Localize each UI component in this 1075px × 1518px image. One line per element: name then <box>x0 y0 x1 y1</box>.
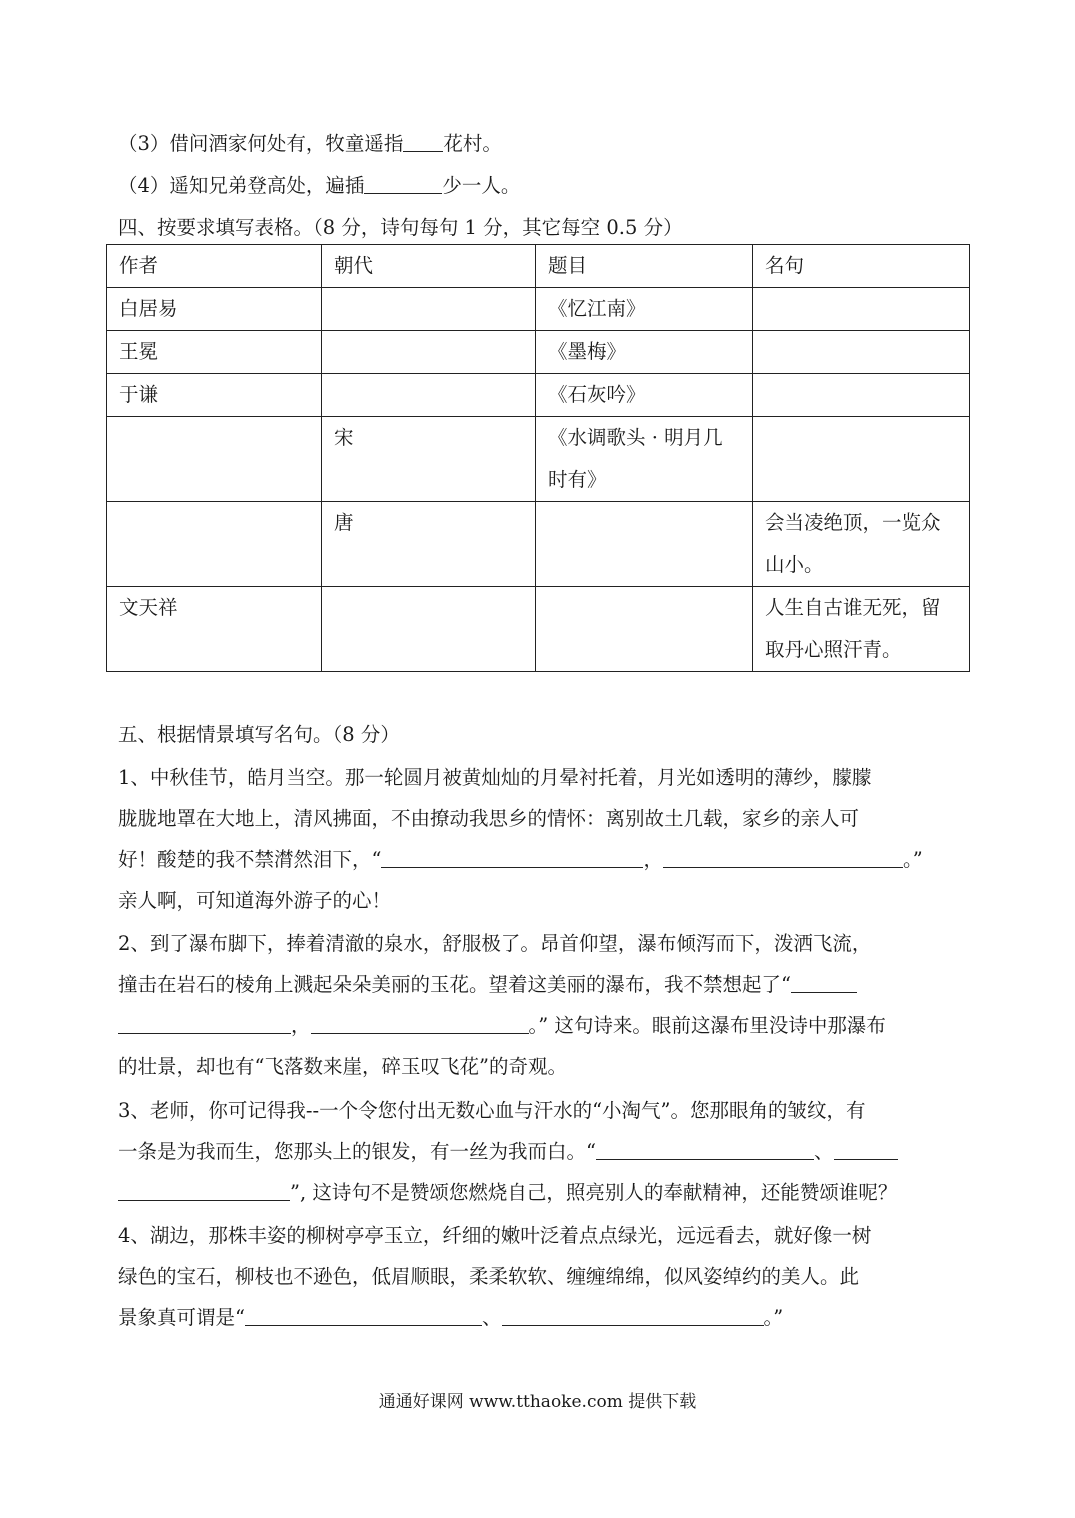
question-text: ， 。” 这句诗来。眼前这瀑布里没诗中那瀑布 <box>118 1016 886 1036</box>
cell-title[interactable] <box>536 587 753 672</box>
question-text: 4、湖边，那株丰姿的柳树亭亭玉立，纤细的嫩叶泛着点点绿光，远远看去，就好像一树 <box>118 1224 872 1247</box>
cell-author: 于谦 <box>107 374 322 417</box>
question-text: 景象真可谓是“ 、 。” <box>118 1306 784 1329</box>
question-text: 撞击在岩石的棱角上溅起朵朵美丽的玉花。望着这美丽的瀑布，我不禁想起了“ <box>118 975 857 995</box>
answer-blank[interactable] <box>834 1158 898 1160</box>
cell-author[interactable] <box>107 417 322 502</box>
answer-blank[interactable] <box>118 1199 290 1201</box>
cell-quote[interactable] <box>753 374 970 417</box>
question-text: 一条是为我而生，您那头上的银发，有一丝为我而白。“ 、 <box>118 1142 898 1162</box>
question-text: 绿色的宝石，柳枝也不逊色，低眉顺眼，柔柔软软、缠缠绵绵，似风姿绰约的美人。此 <box>118 1265 860 1288</box>
cell-dynasty[interactable] <box>322 374 536 417</box>
question-text: 亲人啊，可知道海外游子的心！ <box>118 889 392 912</box>
table-row <box>107 502 970 587</box>
cell-dynasty[interactable] <box>322 331 536 374</box>
answer-blank[interactable] <box>502 1324 764 1326</box>
cell-quote[interactable] <box>753 331 970 374</box>
question-text: 好！酸楚的我不禁潸然泪下，“ ， 。” <box>118 848 923 871</box>
cell-dynasty: 宋 <box>322 417 536 502</box>
header-dynasty: 朝代 <box>322 245 536 288</box>
cell-dynasty[interactable] <box>322 288 536 331</box>
cell-quote[interactable] <box>753 288 970 331</box>
question-text: 3、老师，你可记得我--一个令您付出无数心血与汗水的“小淘气”。您那眼角的皱纹，有 <box>118 1099 866 1122</box>
cell-author: 白居易 <box>107 288 322 331</box>
page-footer: 通通好课网 www.tthaoke.com 提供下载 <box>378 1392 697 1412</box>
cell-title[interactable] <box>536 502 753 587</box>
table-header-row <box>107 245 970 288</box>
fill-item-4 <box>118 176 520 196</box>
cell-title: 《石灰吟》 <box>536 374 753 417</box>
answer-blank[interactable] <box>311 1032 529 1034</box>
cell-title: 《墨梅》 <box>536 331 753 374</box>
table-row <box>107 417 970 502</box>
answer-blank[interactable] <box>118 1032 291 1034</box>
section-4-title: 四、按要求填写表格。（8 分，诗句每句 1 分，其它每空 0.5 分） <box>118 216 683 239</box>
answer-blank[interactable] <box>364 192 442 194</box>
answer-blank[interactable] <box>663 866 903 868</box>
cell-dynasty[interactable] <box>322 587 536 672</box>
cell-author: 王冕 <box>107 331 322 374</box>
header-quote: 名句 <box>753 245 970 288</box>
poem-table <box>106 244 970 672</box>
item-text: 少一人。 <box>442 174 521 197</box>
item-text: （3）借问酒家何处有，牧童遥指 <box>118 132 404 155</box>
cell-title: 《水调歌头 · 明月几 时有》 <box>536 417 753 502</box>
question-text: 胧胧地罩在大地上，清风拂面，不由撩动我思乡的情怀：离别故土几载，家乡的亲人可 <box>118 807 860 830</box>
question-text: 1、中秋佳节，皓月当空。那一轮圆月被黄灿灿的月晕衬托着，月光如透明的薄纱，朦朦 <box>118 766 872 789</box>
cell-title: 《忆江南》 <box>536 288 753 331</box>
cell-author[interactable] <box>107 502 322 587</box>
fill-item-3 <box>118 134 502 154</box>
table-row <box>107 288 970 331</box>
answer-blank[interactable] <box>403 150 443 152</box>
table-row <box>107 587 970 672</box>
cell-dynasty: 唐 <box>322 502 536 587</box>
question-text: 的壮景，却也有“飞落数来崖，碎玉叹飞花”的奇观。 <box>118 1055 567 1078</box>
cell-quote: 会当凌绝顶，一览众 山小。 <box>753 502 970 587</box>
answer-blank[interactable] <box>245 1324 482 1326</box>
item-text: （4）遥知兄弟登高处，遍插 <box>118 174 365 197</box>
question-text: ”, 这诗句不是赞颂您燃烧自己，照亮别人的奉献精神，还能赞颂谁呢？ <box>118 1183 897 1203</box>
header-title: 题目 <box>536 245 753 288</box>
item-text: 花村。 <box>443 132 502 155</box>
table-row <box>107 374 970 417</box>
answer-blank[interactable] <box>381 866 643 868</box>
question-text: 2、到了瀑布脚下，捧着清澈的泉水，舒服极了。昂首仰望，瀑布倾泻而下，泼洒飞流， <box>118 932 872 955</box>
cell-quote[interactable] <box>753 417 970 502</box>
answer-blank[interactable] <box>791 991 857 993</box>
table-row <box>107 331 970 374</box>
answer-blank[interactable] <box>596 1158 814 1160</box>
cell-quote: 人生自古谁无死，留 取丹心照汗青。 <box>753 587 970 672</box>
cell-author: 文天祥 <box>107 587 322 672</box>
section-5-title: 五、根据情景填写名句。（8 分） <box>118 723 400 746</box>
header-author: 作者 <box>107 245 322 288</box>
